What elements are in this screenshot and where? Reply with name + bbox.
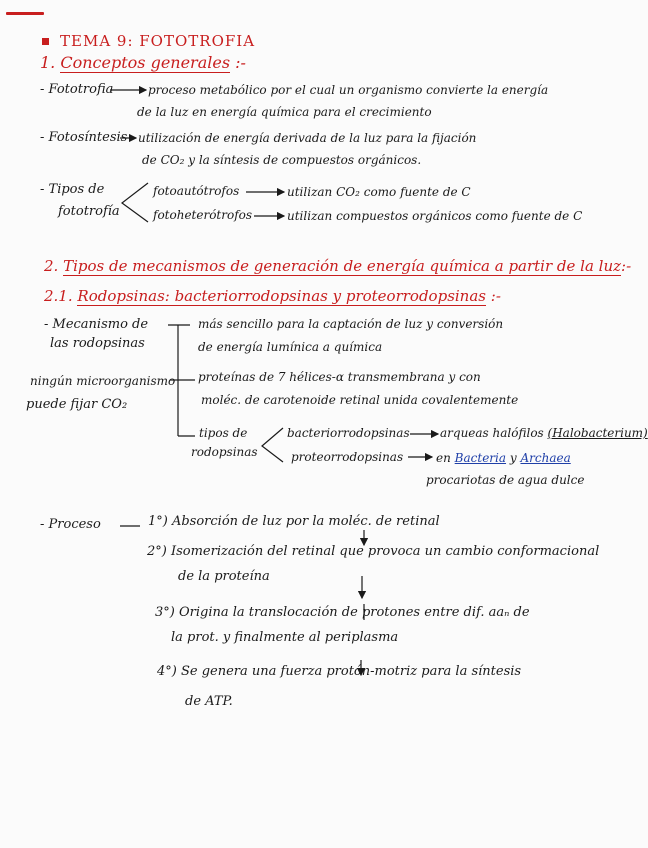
proceso-label: - Proceso: [40, 517, 101, 532]
section-2-label: Tipos de mecanismos de generación de energía química a partir de la luz: [63, 257, 622, 275]
fotoautotrofos-desc: utilizan CO₂ como fuente de C: [287, 185, 471, 199]
proceso-step-3-line-2: la prot. y finalmente al periplasma: [171, 630, 399, 645]
proceso-step-2-line-1: 2°) Isomerización del retinal que provoca un cambio conformacional: [147, 544, 600, 559]
fotoheterotrofos-label: fotoheterótrofos: [153, 208, 253, 222]
section-1-label: Conceptos generales: [60, 53, 231, 72]
proceso-step-1: 1°) Absorción de luz por la moléc. de retinal: [148, 514, 440, 529]
fotoautotrofos-label: fotoautótrofos: [153, 184, 240, 198]
section-2-1-label: Rodopsinas: bacteriorrodopsinas y proteorrodopsinas: [77, 287, 486, 305]
rodo-b2-line-1: proteínas de 7 hélices-α transmembrana y con: [198, 370, 481, 384]
section-2-number: 2.: [44, 257, 59, 275]
tipos-label-1: - Tipos de: [40, 182, 105, 197]
proteorrodopsinas-y: y: [509, 451, 517, 465]
proceso-step-4-line-2: de ATP.: [185, 694, 233, 709]
rodo-side-1: ningún microorganismo: [30, 374, 176, 388]
rodo-left-1: - Mecanismo de: [44, 317, 149, 332]
bacteriorrodopsinas-desc-text: arqueas halófilos: [440, 426, 544, 440]
rodo-tipos-brace-icon: [262, 428, 283, 462]
proteorrodopsinas-line-2: procariotas de agua dulce: [426, 473, 585, 487]
proteorrodopsinas-label: proteorrodopsinas: [291, 450, 404, 464]
section-2-1-suffix: :-: [490, 287, 501, 305]
proteorrodopsinas-bacteria: Bacteria: [454, 451, 507, 465]
section-2-suffix: :-: [621, 257, 632, 275]
fotosintesis-term: - Fotosíntesis: [40, 130, 128, 145]
fotoheterotrofos-desc: utilizan compuestos orgánicos como fuente de C: [287, 209, 583, 223]
fotosintesis-line-2: de CO₂ y la síntesis de compuestos orgánicos.: [142, 153, 422, 167]
rodo-b1-line-1: más sencillo para la captación de luz y conversión: [198, 317, 504, 331]
bacteriorrodopsinas-label: bacteriorrodopsinas: [287, 426, 410, 440]
rodo-side-2: puede fijar CO₂: [26, 397, 128, 412]
proceso-step-3-line-1: 3°) Origina la translocación de protones entre dif. aaₙ de: [155, 605, 530, 620]
section-1-number: 1.: [40, 53, 56, 72]
proteorrodopsinas-en: en: [436, 451, 451, 465]
tipos-brace-icon: [122, 183, 148, 222]
section-1-suffix: :-: [235, 53, 246, 72]
fotosintesis-line-1: utilización de energía derivada de la luz para la fijación: [138, 131, 477, 145]
rodo-tipos-1: tipos de: [199, 426, 248, 440]
fototrofia-line-2: de la luz en energía química para el crecimiento: [137, 105, 432, 119]
rodo-b1-line-2: de energía lumínica a química: [198, 340, 383, 354]
proceso-step-4-line-1: 4°) Se genera una fuerza protón-motriz para la síntesis: [157, 664, 522, 679]
proceso-step-2-line-2: de la proteína: [178, 569, 270, 584]
fototrofia-line-1: proceso metabólico por el cual un organismo convierte la energía: [148, 83, 549, 97]
section-2-1-number: 2.1.: [44, 287, 73, 305]
page-title: TEMA 9: FOTOTROFIA: [60, 32, 256, 50]
tipos-label-2: fototrofía: [58, 204, 120, 219]
proteorrodopsinas-archaea: Archaea: [520, 451, 571, 465]
fototrofia-term: - Fototrofia: [40, 82, 114, 97]
rodo-b2-line-2: moléc. de carotenoide retinal unida covalentemente: [201, 393, 519, 407]
rodo-left-2: las rodopsinas: [50, 336, 145, 351]
bacteriorrodopsinas-example: (Halobacterium): [547, 426, 648, 440]
rodo-tipos-2: rodopsinas: [191, 445, 258, 459]
